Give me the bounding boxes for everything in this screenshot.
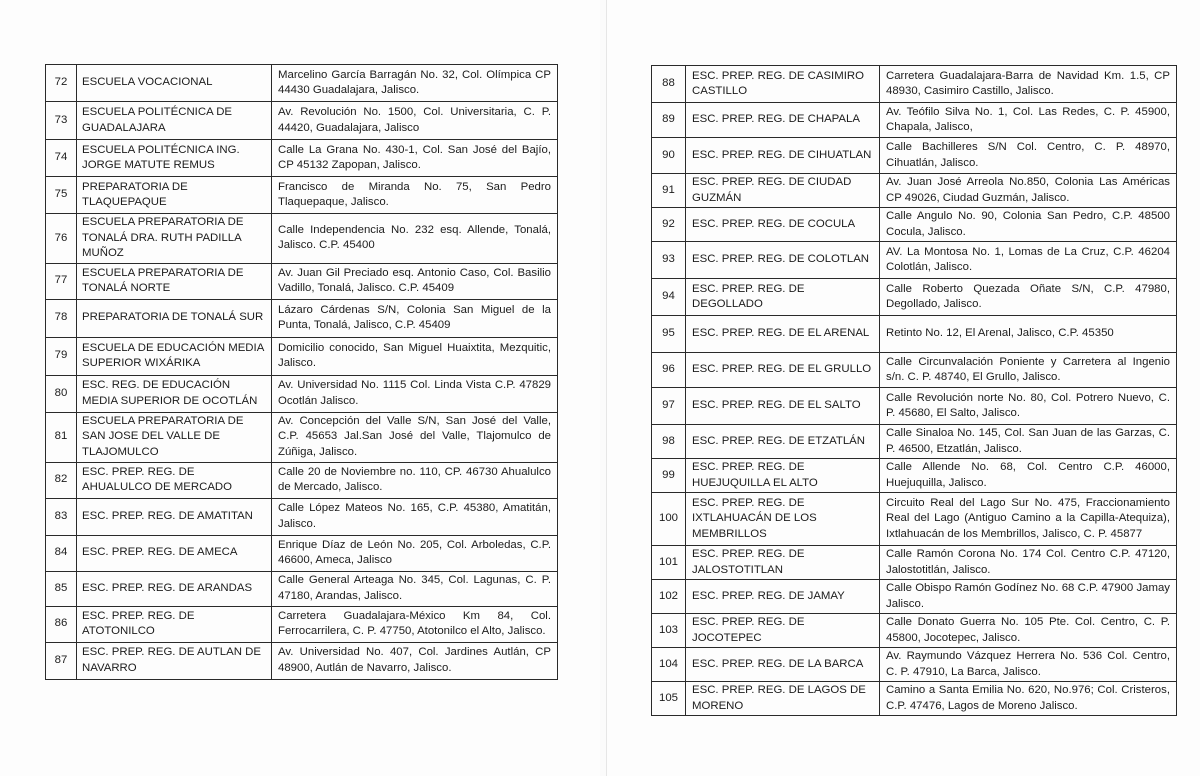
table-row (652, 388, 1177, 425)
school-address: Domicilio conocido, San Miguel Huaixtita, Mezquitic, Jalisco. (272, 337, 558, 375)
school-name: ESC. PREP. REG. DE AUTLAN DE NAVARRO (77, 642, 272, 679)
school-address: Lázaro Cárdenas S/N, Colonia San Miguel de la Punta, Tonalá, Jalisco, C.P. 45409 (272, 299, 558, 337)
school-name: ESC. PREP. REG. DE JAMAY (686, 580, 880, 614)
schools-table-right (651, 65, 1177, 716)
table-row (46, 462, 558, 498)
school-name: ESC. PREP. REG. DE CIHUATLAN (686, 138, 880, 174)
school-name: ESC. PREP. REG. DE AMECA (77, 535, 272, 571)
table-row (652, 316, 1177, 353)
school-name: ESC. PREP. REG. DE ATOTONILCO (77, 606, 272, 642)
row-number: 103 (652, 614, 686, 648)
school-address: Av. Concepción del Valle S/N, San José del Valle, C.P. 45653 Jal.San José del Valle, Tlajomulco de Zúñiga, Jalisco. (272, 412, 558, 462)
school-address: Calle Roberto Quezada Oñate S/N, C.P. 47980, Degollado, Jalisco. (880, 279, 1177, 316)
row-number: 86 (46, 606, 77, 642)
school-address: Calle López Mateos No. 165, C.P. 45380, Amatitán, Jalisco. (272, 498, 558, 535)
school-name: ESC. REG. DE EDUCACIÓN MEDIA SUPERIOR DE OCOTLÁN (77, 375, 272, 412)
school-name: ESC. PREP. REG. DE CASIMIRO CASTILLO (686, 66, 880, 103)
table-row (46, 263, 558, 299)
school-address: Carretera Guadalajara-Barra de Navidad Km. 1.5, CP 48930, Casimiro Castillo, Jalisco. (880, 66, 1177, 103)
school-name: ESC. PREP. REG. DE ARANDAS (77, 571, 272, 606)
table-row (46, 606, 558, 642)
table-row (46, 375, 558, 412)
school-name: ESC. PREP. REG. DE EL SALTO (686, 388, 880, 425)
table-row (46, 535, 558, 571)
school-name: ESC. PREP. REG. DE EL ARENAL (686, 316, 880, 353)
school-address: Av. Juan Gil Preciado esq. Antonio Caso, Col. Basilio Vadillo, Tonalá, Jalisco. C.P. 45409 (272, 263, 558, 299)
row-number: 87 (46, 642, 77, 679)
table-row (46, 571, 558, 606)
right-page (606, 0, 1200, 776)
school-address: Av. Universidad No. 407, Col. Jardines Autlán, CP 48900, Autlán de Navarro, Jalisco. (272, 642, 558, 679)
table-row (652, 279, 1177, 316)
table-row (46, 299, 558, 337)
school-name: ESCUELA PREPARATORIA DE TONALÁ NORTE (77, 263, 272, 299)
school-address: Calle Bachilleres S/N Col. Centro, C. P. 48970, Cihuatlán, Jalisco. (880, 138, 1177, 174)
school-address: Calle Allende No. 68, Col. Centro C.P. 46000, Huejuquilla, Jalisco. (880, 459, 1177, 493)
school-address: Calle Independencia No. 232 esq. Allende, Tonalá, Jalisco. C.P. 45400 (272, 214, 558, 264)
row-number: 82 (46, 462, 77, 498)
school-address: Calle 20 de Noviembre no. 110, CP. 46730 Ahualulco de Mercado, Jalisco. (272, 462, 558, 498)
row-number: 96 (652, 353, 686, 388)
school-address: Francisco de Miranda No. 75, San Pedro Tlaquepaque, Jalisco. (272, 177, 558, 214)
school-address: Marcelino García Barragán No. 32, Col. Olímpica CP 44430 Guadalajara, Jalisco. (272, 65, 558, 102)
table-row (46, 642, 558, 679)
row-number: 101 (652, 546, 686, 580)
row-number: 88 (652, 66, 686, 103)
school-address: Calle Obispo Ramón Godínez No. 68 C.P. 47900 Jamay Jalisco. (880, 580, 1177, 614)
table-row (652, 208, 1177, 242)
school-name: ESCUELA POLITÉCNICA DE GUADALAJARA (77, 102, 272, 140)
table-row (46, 214, 558, 264)
row-number: 73 (46, 102, 77, 140)
table-row (652, 242, 1177, 279)
school-name: ESC. PREP. REG. DE COLOTLAN (686, 242, 880, 279)
school-address: Retinto No. 12, El Arenal, Jalisco, C.P. 45350 (880, 316, 1177, 353)
table-row (652, 546, 1177, 580)
row-number: 91 (652, 174, 686, 208)
row-number: 98 (652, 425, 686, 459)
school-address: Calle Donato Guerra No. 105 Pte. Col. Centro, C. P. 45800, Jocotepec, Jalisco. (880, 614, 1177, 648)
table-row (652, 103, 1177, 138)
row-number: 83 (46, 498, 77, 535)
school-name: ESC. PREP. REG. DE ETZATLÁN (686, 425, 880, 459)
table-row (46, 140, 558, 177)
school-address: Calle Circunvalación Poniente y Carretera al Ingenio s/n. C. P. 48740, El Grullo, Jalisco. (880, 353, 1177, 388)
row-number: 84 (46, 535, 77, 571)
school-name: ESC. PREP. REG. DE IXTLAHUACÁN DE LOS MEMBRILLOS (686, 493, 880, 546)
school-name: ESC. PREP. REG. DE JOCOTEPEC (686, 614, 880, 648)
row-number: 93 (652, 242, 686, 279)
school-name: ESC. PREP. REG. DE DEGOLLADO (686, 279, 880, 316)
row-number: 100 (652, 493, 686, 546)
table-row (46, 412, 558, 462)
row-number: 105 (652, 682, 686, 716)
school-name: ESC. PREP. REG. DE LAGOS DE MORENO (686, 682, 880, 716)
row-number: 85 (46, 571, 77, 606)
table-row (652, 614, 1177, 648)
table-row (652, 66, 1177, 103)
school-name: ESC. PREP. REG. DE HUEJUQUILLA EL ALTO (686, 459, 880, 493)
row-number: 95 (652, 316, 686, 353)
school-name: ESCUELA DE EDUCACIÓN MEDIA SUPERIOR WIXÁRIKA (77, 337, 272, 375)
school-address: Calle Ramón Corona No. 174 Col. Centro C.P. 47120, Jalostotitlán, Jalisco. (880, 546, 1177, 580)
school-address: Carretera Guadalajara-México Km 84, Col. Ferrocarrilera, C. P. 47750, Atotonilco el Alto, Jalisco. (272, 606, 558, 642)
school-name: ESCUELA VOCACIONAL (77, 65, 272, 102)
school-name: ESC. PREP. REG. DE COCULA (686, 208, 880, 242)
school-address: Camino a Santa Emilia No. 620, No.976; Col. Cristeros, C.P. 47476, Lagos de Moreno Jalisco. (880, 682, 1177, 716)
school-address: Circuito Real del Lago Sur No. 475, Fraccionamiento Real del Lago (Antiguo Camino a la Capilla-Atequiza), Ixtlahuacán de los Membrillos, Jalisco, C. P. 45877 (880, 493, 1177, 546)
row-number: 90 (652, 138, 686, 174)
school-name: ESC. PREP. REG. DE LA BARCA (686, 648, 880, 682)
school-name: ESC. PREP. REG. DE AHUALULCO DE MERCADO (77, 462, 272, 498)
row-number: 89 (652, 103, 686, 138)
school-name: PREPARATORIA DE TONALÁ SUR (77, 299, 272, 337)
row-number: 81 (46, 412, 77, 462)
table-row (652, 174, 1177, 208)
table-row (652, 682, 1177, 716)
table-row (46, 102, 558, 140)
school-address: Calle Sinaloa No. 145, Col. San Juan de las Garzas, C. P. 46500, Etzatlán, Jalisco. (880, 425, 1177, 459)
school-address: Enrique Díaz de León No. 205, Col. Arboledas, C.P. 46600, Ameca, Jalisco (272, 535, 558, 571)
row-number: 92 (652, 208, 686, 242)
school-name: ESCUELA PREPARATORIA DE TONALÁ DRA. RUTH PADILLA MUÑOZ (77, 214, 272, 264)
school-name: ESCUELA PREPARATORIA DE SAN JOSE DEL VALLE DE TLAJOMULCO (77, 412, 272, 462)
table-row (652, 425, 1177, 459)
table-row (46, 65, 558, 102)
row-number: 102 (652, 580, 686, 614)
row-number: 75 (46, 177, 77, 214)
table-row (46, 337, 558, 375)
row-number: 94 (652, 279, 686, 316)
school-name: ESC. PREP. REG. DE CHAPALA (686, 103, 880, 138)
schools-table-left (45, 64, 558, 680)
row-number: 79 (46, 337, 77, 375)
table-row (652, 353, 1177, 388)
school-address: Av. Raymundo Vázquez Herrera No. 536 Col. Centro, C. P. 47910, La Barca, Jalisco. (880, 648, 1177, 682)
table-row (652, 138, 1177, 174)
row-number: 77 (46, 263, 77, 299)
school-name: ESC. PREP. REG. DE AMATITAN (77, 498, 272, 535)
row-number: 99 (652, 459, 686, 493)
school-name: PREPARATORIA DE TLAQUEPAQUE (77, 177, 272, 214)
row-number: 104 (652, 648, 686, 682)
row-number: 97 (652, 388, 686, 425)
school-address: Calle General Arteaga No. 345, Col. Lagunas, C. P. 47180, Arandas, Jalisco. (272, 571, 558, 606)
table-row (652, 459, 1177, 493)
row-number: 72 (46, 65, 77, 102)
school-address: Calle Revolución norte No. 80, Col. Potrero Nuevo, C. P. 45680, El Salto, Jalisco. (880, 388, 1177, 425)
school-address: Calle La Grana No. 430-1, Col. San José del Bajío, CP 45132 Zapopan, Jalisco. (272, 140, 558, 177)
row-number: 80 (46, 375, 77, 412)
school-address: Av. Teófilo Silva No. 1, Col. Las Redes, C. P. 45900, Chapala, Jalisco, (880, 103, 1177, 138)
school-address: Av. Juan José Arreola No.850, Colonia Las Américas CP 49026, Ciudad Guzmán, Jalisco. (880, 174, 1177, 208)
school-name: ESC. PREP. REG. DE JALOSTOTITLAN (686, 546, 880, 580)
school-name: ESC. PREP. REG. DE CIUDAD GUZMÁN (686, 174, 880, 208)
table-row (652, 580, 1177, 614)
school-name: ESCUELA POLITÉCNICA ING. JORGE MATUTE REMUS (77, 140, 272, 177)
school-address: Av. Universidad No. 1115 Col. Linda Vista C.P. 47829 Ocotlán Jalisco. (272, 375, 558, 412)
table-row (652, 648, 1177, 682)
table-row (652, 493, 1177, 546)
school-address: Av. Revolución No. 1500, Col. Universitaria, C. P. 44420, Guadalajara, Jalisco (272, 102, 558, 140)
table-row (46, 177, 558, 214)
row-number: 74 (46, 140, 77, 177)
school-address: AV. La Montosa No. 1, Lomas de La Cruz, C.P. 46204 Colotlán, Jalisco. (880, 242, 1177, 279)
table-row (46, 498, 558, 535)
row-number: 78 (46, 299, 77, 337)
school-address: Calle Angulo No. 90, Colonia San Pedro, C.P. 48500 Cocula, Jalisco. (880, 208, 1177, 242)
row-number: 76 (46, 214, 77, 264)
school-name: ESC. PREP. REG. DE EL GRULLO (686, 353, 880, 388)
